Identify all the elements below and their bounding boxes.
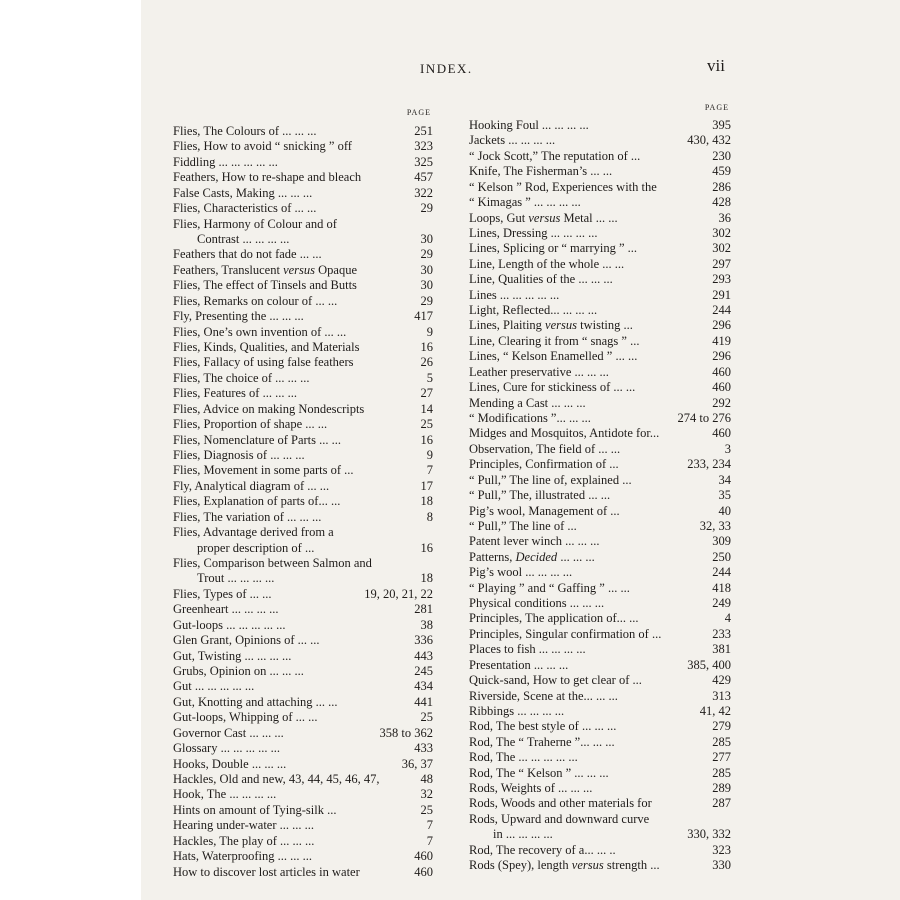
index-entry-page: 40 — [718, 503, 731, 518]
index-entry-page: 17 — [420, 478, 433, 493]
index-entry-label: Lines, Plaiting versus twisting ... — [469, 318, 633, 333]
index-entry-page: 274 to 276 — [677, 410, 731, 425]
index-entry-label: Flies, Comparison between Salmon and — [173, 556, 372, 571]
index-entry — [469, 349, 731, 364]
index-entry — [469, 303, 731, 318]
page-column-heading: PAGE — [704, 103, 729, 112]
index-entry — [469, 611, 731, 626]
index-entry — [173, 618, 433, 633]
index-entry-label: Feathers that do not fade ... ... — [173, 247, 322, 262]
index-entry — [469, 473, 731, 488]
index-entry-label: Principles, Confirmation of ... — [469, 457, 619, 472]
index-entry-label: Line, Length of the whole ... ... — [469, 256, 625, 271]
index-entry-page: 25 — [420, 710, 433, 725]
index-entry-label: Physical conditions ... ... ... — [469, 596, 605, 611]
index-entry-page: 418 — [712, 580, 731, 595]
index-entry-page: 460 — [712, 380, 731, 395]
index-entry-page: 16 — [420, 540, 433, 555]
index-entry — [469, 380, 731, 395]
index-entry-page: 385, 400 — [687, 657, 731, 672]
index-entry-label: Pig’s wool ... ... ... ... — [469, 565, 573, 580]
index-entry — [469, 550, 731, 565]
index-entry-label: Line, Qualities of the ... ... ... — [469, 272, 613, 287]
index-entry-page: 29 — [420, 201, 433, 216]
index-entry-label: Leather preservative ... ... ... — [469, 364, 609, 379]
index-entry — [173, 787, 433, 802]
index-entry-label: Flies, How to avoid “ snicking ” off — [173, 139, 352, 154]
index-entry — [469, 504, 731, 519]
index-entry-label: Flies, Kinds, Qualities, and Materials — [173, 340, 360, 355]
index-entry-page: 7 — [426, 818, 433, 833]
index-entry-page: 18 — [420, 494, 433, 509]
page-title: INDEX. — [420, 61, 473, 76]
index-entry-label: Rod, The best style of ... ... ... — [469, 719, 617, 734]
index-entry-label: “ Pull,” The line of ... — [469, 518, 577, 533]
index-entry — [469, 581, 731, 596]
index-entry — [469, 565, 731, 580]
index-entry-label: “ Kelson ” Rod, Experiences with the — [469, 179, 657, 194]
index-entry-label: Patent lever winch ... ... ... — [469, 534, 600, 549]
index-entry — [173, 571, 433, 586]
index-entry — [469, 534, 731, 549]
index-entry-label: Lines, “ Kelson Enamelled ” ... ... — [469, 349, 638, 364]
index-entry-page: 297 — [712, 256, 731, 271]
index-entry-page: 16 — [420, 432, 433, 447]
index-entry-page: 14 — [420, 401, 433, 416]
index-entry-page: 38 — [420, 617, 433, 632]
page-column-heading: PAGE — [406, 108, 431, 117]
index-entry-label: Flies, The effect of Tinsels and Butts — [173, 278, 357, 293]
index-entry-label: Flies, One’s own invention of ... ... — [173, 324, 347, 339]
index-entry — [173, 726, 433, 741]
index-entry-page: 277 — [712, 750, 731, 765]
index-entry-label: Rod, The “ Kelson ” ... ... ... — [469, 765, 609, 780]
index-entry-page: 430, 432 — [687, 133, 731, 148]
index-entry — [173, 556, 433, 571]
index-entry — [173, 325, 433, 340]
index-entry-label: Rod, The recovery of a... ... .. — [469, 842, 616, 857]
index-entry-label: Flies, Explanation of parts of... ... — [173, 494, 341, 509]
index-entry — [173, 294, 433, 309]
index-entry — [173, 371, 433, 386]
index-entry-page: 358 to 362 — [379, 725, 433, 740]
index-entry-label: Patterns, Decided ... ... ... — [469, 549, 595, 564]
index-entry-label: Flies, Nomenclature of Parts ... ... — [173, 432, 342, 447]
index-entry-label: Greenheart ... ... ... ... — [173, 602, 279, 617]
index-entry-label: Hats, Waterproofing ... ... ... — [173, 849, 313, 864]
index-entry-page: 279 — [712, 719, 731, 734]
index-entry — [173, 525, 433, 540]
index-entry — [173, 772, 433, 787]
index-entry-label: Gut-loops ... ... ... ... ... — [173, 617, 286, 632]
index-entry-page: 460 — [712, 364, 731, 379]
index-entry-page: 285 — [712, 765, 731, 780]
index-entry-label: Loops, Gut versus Metal ... ... — [469, 210, 618, 225]
index-entry-page: 459 — [712, 164, 731, 179]
index-entry-page: 19, 20, 21, 22 — [364, 586, 433, 601]
index-entry-page: 323 — [414, 139, 433, 154]
index-entry-label: Flies, Remarks on colour of ... ... — [173, 293, 338, 308]
index-entry — [469, 827, 731, 842]
index-entry — [469, 411, 731, 426]
index-entry-page: 30 — [420, 232, 433, 246]
index-entry-page: 302 — [712, 225, 731, 240]
index-entry-page: 441 — [414, 694, 433, 709]
index-entry-label: Rods, Weights of ... ... ... — [469, 781, 593, 796]
index-entry-label: “ Jock Scott,” The reputation of ... — [469, 148, 641, 163]
index-entry-label: Knife, The Fisherman’s ... ... — [469, 164, 613, 179]
index-entry — [173, 710, 433, 725]
index-entry — [469, 133, 731, 148]
index-entry-label: in ... ... ... ... — [493, 827, 553, 842]
index-entry-page: 36, 37 — [401, 756, 433, 771]
index-entry-page: 281 — [414, 602, 433, 617]
index-entry-label: False Casts, Making ... ... ... — [173, 185, 313, 200]
index-entry-page: 460 — [414, 864, 433, 879]
index-entry — [469, 796, 731, 811]
index-entry-page: 309 — [712, 534, 731, 549]
index-entry-label: Grubs, Opinion on ... ... ... — [173, 664, 304, 679]
index-entry-page: 7 — [426, 833, 433, 848]
index-entry-page: 25 — [420, 802, 433, 817]
index-entry — [173, 679, 433, 694]
index-entry — [173, 417, 433, 432]
index-entry-page: 48 — [420, 772, 433, 787]
index-entry-page: 244 — [712, 303, 731, 318]
index-entry — [173, 386, 433, 401]
index-entry — [469, 257, 731, 272]
index-entry-page: 244 — [712, 565, 731, 580]
index-entry-page: 302 — [712, 241, 731, 256]
index-entry-label: Flies, Harmony of Colour and of — [173, 216, 337, 231]
index-entry — [469, 858, 731, 873]
index-entry — [173, 818, 433, 833]
index-entry-page: 417 — [414, 309, 433, 324]
index-entry — [469, 642, 731, 657]
index-entry-label: Mending a Cast ... ... ... — [469, 395, 586, 410]
index-entry — [173, 263, 433, 278]
index-entry — [469, 658, 731, 673]
index-entry-page: 286 — [712, 179, 731, 194]
index-entry-label: Lines, Splicing or “ marrying ” ... — [469, 241, 638, 256]
index-entry-page: 5 — [426, 370, 433, 385]
index-entry-page: 330 — [712, 858, 731, 873]
index-entry-page: 27 — [420, 386, 433, 401]
index-entry — [469, 241, 731, 256]
index-entry-label: Flies, Diagnosis of ... ... ... — [173, 448, 305, 463]
index-entry — [173, 463, 433, 478]
index-entry-label: Hints on amount of Tying-silk ... — [173, 802, 337, 817]
index-entry — [469, 596, 731, 611]
index-entry-page: 245 — [414, 664, 433, 679]
index-entry — [469, 149, 731, 164]
index-entry-page: 7 — [426, 463, 433, 478]
index-entry-page: 285 — [712, 734, 731, 749]
index-entry-label: Flies, Fallacy of using false feathers — [173, 355, 354, 370]
index-entry-page: 460 — [414, 849, 433, 864]
index-entry-label: Gut ... ... ... ... ... — [173, 679, 255, 694]
index-entry — [173, 741, 433, 756]
index-entry — [469, 334, 731, 349]
index-entry-page: 8 — [426, 509, 433, 524]
index-entry — [173, 155, 433, 170]
index-entry-label: Feathers, How to re-shape and bleach — [173, 170, 362, 185]
index-entry-page: 443 — [414, 648, 433, 663]
index-entry — [469, 704, 731, 719]
index-entry-page: 4 — [724, 611, 731, 626]
index-entry-label: Ribbings ... ... ... ... — [469, 703, 565, 718]
index-entry — [469, 781, 731, 796]
index-entry-page: 325 — [414, 154, 433, 169]
index-entry-label: How to discover lost articles in water — [173, 864, 360, 879]
index-entry-label: Flies, The Colours of ... ... ... — [173, 124, 317, 138]
index-entry-label: Flies, Proportion of shape ... ... — [173, 417, 328, 432]
index-entry-page: 293 — [712, 272, 731, 287]
index-entry — [173, 402, 433, 417]
index-entry — [173, 587, 433, 602]
index-entry — [469, 195, 731, 210]
index-entry-page: 32, 33 — [699, 518, 731, 533]
index-entry-page: 233 — [712, 626, 731, 641]
index-entry-label: Gut, Twisting ... ... ... ... — [173, 648, 292, 663]
index-entry — [173, 186, 433, 201]
index-entry — [469, 488, 731, 503]
index-entry-page: 9 — [426, 448, 433, 463]
index-entry-page: 296 — [712, 349, 731, 364]
index-entry-label: Fly, Presenting the ... ... ... — [173, 309, 304, 324]
index-entry-page: 3 — [724, 441, 731, 456]
index-entry-page: 287 — [712, 796, 731, 811]
index-entry-page: 457 — [414, 170, 433, 185]
index-entry — [173, 217, 433, 232]
index-entry — [173, 803, 433, 818]
index-entry-page: 250 — [712, 549, 731, 564]
index-entry-label: Flies, Characteristics of ... ... — [173, 201, 317, 216]
index-entry — [469, 272, 731, 287]
index-entry — [469, 766, 731, 781]
index-entry-label: “ Pull,” The line of, explained ... — [469, 472, 632, 487]
index-entry-label: Glossary ... ... ... ... ... — [173, 741, 280, 756]
index-entry-page: 230 — [712, 148, 731, 163]
index-entry-label: Rod, The “ Traherne ”... ... ... — [469, 734, 615, 749]
index-entry — [469, 689, 731, 704]
index-entry-page: 289 — [712, 781, 731, 796]
index-entry-page: 29 — [420, 247, 433, 262]
index-entry-label: “ Kimagas ” ... ... ... ... — [469, 195, 581, 210]
index-entry-label: Presentation ... ... ... — [469, 657, 569, 672]
page-number: vii — [707, 56, 725, 75]
index-entry-page: 395 — [712, 118, 731, 132]
index-entry — [469, 735, 731, 750]
index-entry-label: Gut, Knotting and attaching ... ... — [173, 694, 338, 709]
index-entry — [173, 649, 433, 664]
index-entry-page: 429 — [712, 673, 731, 688]
index-entry — [469, 627, 731, 642]
index-entry — [173, 865, 433, 880]
index-entry-page: 313 — [712, 688, 731, 703]
index-entry — [469, 750, 731, 765]
index-entry — [173, 433, 433, 448]
index-entry — [173, 695, 433, 710]
index-entry-page: 16 — [420, 340, 433, 355]
index-entry-page: 428 — [712, 195, 731, 210]
index-entry-label: Hooking Foul ... ... ... ... — [469, 118, 589, 132]
index-entry-label: Trout ... ... ... ... — [197, 571, 275, 586]
index-entry — [173, 479, 433, 494]
index-entry-label: Glen Grant, Opinions of ... ... — [173, 633, 320, 648]
index-entry-label: Flies, The variation of ... ... ... — [173, 509, 322, 524]
index-entry-page: 30 — [420, 262, 433, 277]
index-entry-label: Hook, The ... ... ... ... — [173, 787, 277, 802]
index-entry — [469, 426, 731, 441]
index-entry — [469, 719, 731, 734]
index-entry-label: Light, Reflected... ... ... ... — [469, 303, 598, 318]
index-entry-label: Flies, Movement in some parts of ... — [173, 463, 354, 478]
index-entry-page: 32 — [420, 787, 433, 802]
index-entry-label: Lines ... ... ... ... ... — [469, 287, 560, 302]
index-entry-label: Rods (Spey), length versus strength ... — [469, 858, 660, 873]
index-entry-page: 292 — [712, 395, 731, 410]
index-entry-label: Flies, The choice of ... ... ... — [173, 370, 310, 385]
index-entry-page: 9 — [426, 324, 433, 339]
index-entry — [173, 309, 433, 324]
index-entry-page: 18 — [420, 571, 433, 586]
index-entry — [173, 633, 433, 648]
index-entry-page: 30 — [420, 278, 433, 293]
index-entry-label: Rod, The ... ... ... ... ... — [469, 750, 578, 765]
index-entry-page: 26 — [420, 355, 433, 370]
index-entry-label: Quick-sand, How to get clear of ... — [469, 673, 642, 688]
index-entry-page: 36 — [718, 210, 731, 225]
index-entry-page: 381 — [712, 642, 731, 657]
index-entry-label: Lines, Cure for stickiness of ... ... — [469, 380, 636, 395]
index-entry-label: Governor Cast ... ... ... — [173, 725, 284, 740]
index-entry — [173, 664, 433, 679]
index-entry — [173, 201, 433, 216]
index-entry-page: 233, 234 — [687, 457, 731, 472]
index-entry-page: 41, 42 — [699, 703, 731, 718]
index-entry-label: Observation, The field of ... ... — [469, 441, 621, 456]
index-entry-page: 323 — [712, 842, 731, 857]
index-entry-label: Riverside, Scene at the... ... ... — [469, 688, 618, 703]
index-entry-page: 291 — [712, 287, 731, 302]
index-entry — [173, 247, 433, 262]
index-entry-label: Line, Clearing it from “ snags ” ... — [469, 333, 640, 348]
index-entry — [469, 673, 731, 688]
index-entry-label: Rods, Woods and other materials for — [469, 796, 652, 811]
index-entry-label: Hackles, Old and new, 43, 44, 45, 46, 47, — [173, 772, 380, 787]
index-entry — [469, 118, 731, 133]
index-entry-label: proper description of ... — [197, 540, 315, 555]
index-entry-page: 29 — [420, 293, 433, 308]
index-entry — [173, 849, 433, 864]
index-entry-page: 419 — [712, 333, 731, 348]
index-entry-label: Feathers, Translucent versus Opaque — [173, 262, 358, 277]
index-entry-label: Fiddling ... ... ... ... ... — [173, 154, 278, 169]
index-entry — [173, 834, 433, 849]
index-entry — [469, 164, 731, 179]
index-entry-page: 249 — [712, 596, 731, 611]
index-entry-label: Principles, Singular confirmation of ... — [469, 626, 662, 641]
index-entry-page: 433 — [414, 741, 433, 756]
index-entry — [173, 541, 433, 556]
index-entry-label: Gut-loops, Whipping of ... ... — [173, 710, 318, 725]
index-entry — [469, 226, 731, 241]
index-entry — [469, 442, 731, 457]
index-entry-label: Hackles, The play of ... ... ... — [173, 833, 315, 848]
index-entry-label: Rods, Upward and downward curve — [469, 811, 650, 826]
index-entry-label: “ Pull,” The, illustrated ... ... — [469, 488, 611, 503]
index-entry-label: Pig’s wool, Management of ... — [469, 503, 620, 518]
index-entry-label: Lines, Dressing ... ... ... ... — [469, 225, 598, 240]
index-entry-label: Hearing under-water ... ... ... — [173, 818, 315, 833]
index-entry-page: 322 — [414, 185, 433, 200]
index-entry-page: 35 — [718, 488, 731, 503]
index-entry-label: Places to fish ... ... ... ... — [469, 642, 586, 657]
index-entry — [469, 519, 731, 534]
index-entry-label: Principles, The application of... ... — [469, 611, 639, 626]
index-entry-label: “ Playing ” and “ Gaffing ” ... ... — [469, 580, 630, 595]
index-entry — [469, 180, 731, 195]
index-entry-label: Midges and Mosquitos, Antidote for... — [469, 426, 660, 441]
index-entry — [469, 288, 731, 303]
index-entry — [173, 139, 433, 154]
index-entry — [469, 211, 731, 226]
index-entry — [173, 757, 433, 772]
index-entry — [173, 448, 433, 463]
index-entry — [469, 812, 731, 827]
index-entry-label: Contrast ... ... ... ... — [197, 232, 290, 246]
index-entry — [173, 355, 433, 370]
index-entry — [173, 232, 433, 247]
index-entry — [173, 602, 433, 617]
index-entry-label: Flies, Types of ... ... — [173, 586, 272, 601]
index-entry-page: 25 — [420, 417, 433, 432]
index-entry-label: Flies, Advantage derived from a — [173, 525, 334, 540]
index-entry — [173, 170, 433, 185]
index-entry — [469, 457, 731, 472]
index-entry-label: Flies, Advice on making Nondescripts — [173, 401, 365, 416]
index-entry-label: Fly, Analytical diagram of ... ... — [173, 478, 330, 493]
index-entry-page: 34 — [718, 472, 731, 487]
index-entry — [173, 278, 433, 293]
index-entry-page: 460 — [712, 426, 731, 441]
index-entry-label: Hooks, Double ... ... ... — [173, 756, 287, 771]
index-entry-page: 336 — [414, 633, 433, 648]
index-entry-page: 330, 332 — [687, 827, 731, 842]
index-entry — [173, 124, 433, 139]
index-entry — [173, 340, 433, 355]
index-entry — [469, 318, 731, 333]
index-entry — [173, 510, 433, 525]
index-entry-label: Jackets ... ... ... ... — [469, 133, 556, 148]
index-entry-page: 251 — [414, 124, 433, 138]
index-entry — [469, 365, 731, 380]
index-entry — [173, 494, 433, 509]
index-entry — [469, 396, 731, 411]
index-entry-label: “ Modifications ”... ... ... — [469, 410, 591, 425]
index-entry-page: 434 — [414, 679, 433, 694]
index-entry-label: Flies, Features of ... ... ... — [173, 386, 297, 401]
index-entry — [469, 843, 731, 858]
index-entry-page: 296 — [712, 318, 731, 333]
